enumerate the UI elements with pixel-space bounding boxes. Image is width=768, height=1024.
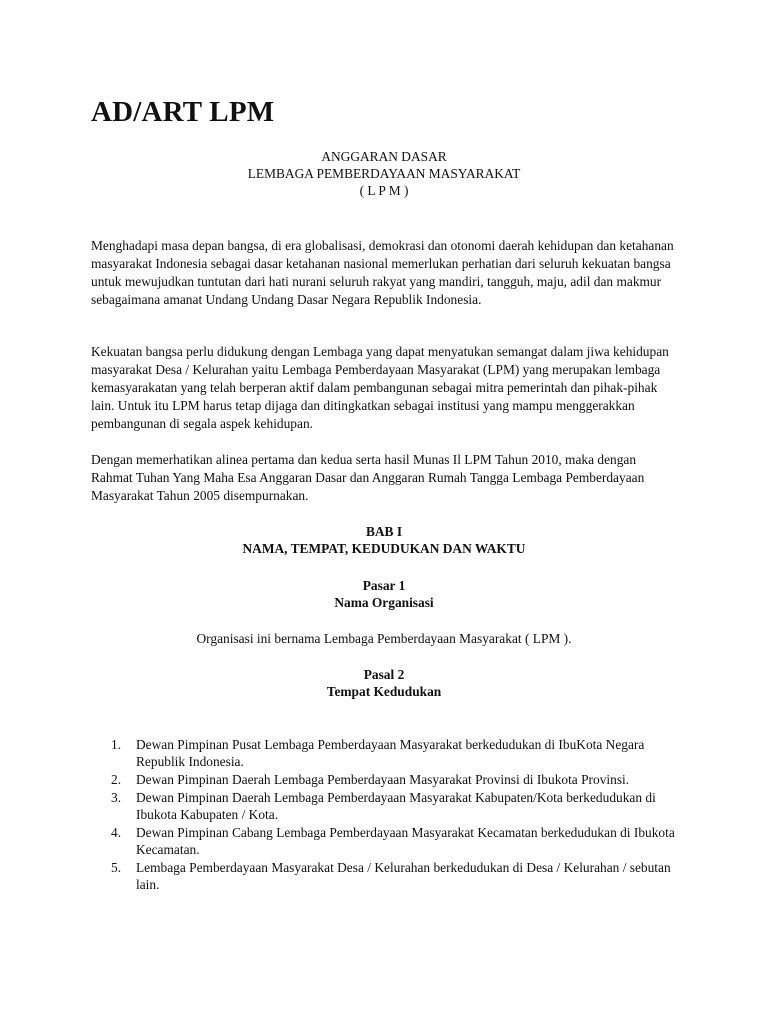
heading-line-2: LEMBAGA PEMBERDAYAAN MASYARAKAT [247, 166, 521, 181]
document-title: AD/ART LPM [91, 96, 275, 128]
list-item-text: Dewan Pimpinan Pusat Lembaga Pemberdayaan Masyarakat berkedudukan di IbuKota Negara Republik Indonesia. [136, 737, 645, 769]
tempat-kedudukan-list [111, 736, 691, 894]
paragraph-3: Dengan memerhatikan alinea pertama dan kedua serta hasil Munas Il LPM Tahun 2010, maka dengan Rahmat Tuhan Yang Maha Esa Anggaran Dasar dan Anggaran Rumah Tangga Lembaga Pemberdayaan Masyarakat Tahun 2005 disempurnakan. [91, 452, 645, 503]
list-item [111, 771, 691, 788]
list-item-text: Lembaga Pemberdayaan Masyarakat Desa / Kelurahan berkedudukan di Desa / Kelurahan / sebutan lain. [136, 860, 671, 892]
paragraph-1: Menghadapi masa depan bangsa, di era globalisasi, demokrasi dan otonomi daerah kehidupan dan ketahanan masyarakat Indonesia sebagai dasar ketahanan nasional memerlukan perhatian dari seluruh kekuatan bangsa untuk mewujudkan tuntutan dari hati nurani seluruh rakyat yang mandiri, tangguh, maju, adil dan makmur sebagaimana amanat Undang Undang Dasar Negara Republik Indonesia. [91, 238, 674, 307]
bab-number: BAB I [365, 524, 403, 539]
list-item-text: Dewan Pimpinan Daerah Lembaga Pemberdayaan Masyarakat Kabupaten/Kota berkedudukan di Ibukota Kabupaten / Kota. [136, 790, 656, 822]
anggaran-dasar-heading [91, 148, 677, 199]
pasal-2-title: Tempat Kedudukan [326, 684, 442, 699]
list-item-number: 2. [111, 772, 122, 787]
list-item-text: Dewan Pimpinan Daerah Lembaga Pemberdayaan Masyarakat Provinsi di Ibukota Provinsi. [136, 772, 630, 787]
list-item [111, 859, 691, 893]
bab-title: NAMA, TEMPAT, KEDUDUKAN DAN WAKTU [242, 541, 526, 556]
list-item [111, 736, 691, 770]
pasal-1-heading [91, 577, 677, 611]
pasal-1-title: Nama Organisasi [334, 595, 434, 610]
pasal-1-text: Organisasi ini bernama Lembaga Pemberdayaan Masyarakat ( LPM ). [196, 631, 572, 646]
list-item [111, 789, 691, 823]
list-item-number: 5. [111, 860, 122, 875]
bab-heading [91, 523, 677, 557]
pasal-2-heading [91, 666, 677, 700]
heading-line-1: ANGGARAN DASAR [321, 149, 447, 164]
pasal-1-number: Pasar 1 [362, 578, 406, 593]
list-item [111, 824, 691, 858]
list-item-number: 3. [111, 790, 122, 805]
list-item-number: 1. [111, 737, 122, 752]
paragraph-2: Kekuatan bangsa perlu didukung dengan Lembaga yang dapat menyatukan semangat dalam jiwa kehidupan masyarakat Desa / Kelurahan yaitu Lembaga Pemberdayaan Masyarakat (LPM) yang merupakan lembaga kemasyarakatan yang telah berperan aktif dalam pembangunan sebagai mitra pemerintah dan pihak-pihak lain. Untuk itu LPM harus tetap dijaga dan ditingkatkan sebagai institusi yang mampu menggerakkan pembangunan di segala aspek kehidupan. [91, 344, 669, 431]
pasal-2-number: Pasal 2 [363, 667, 405, 682]
heading-line-3: ( L P M ) [359, 183, 409, 198]
list-item-text: Dewan Pimpinan Cabang Lembaga Pemberdayaan Masyarakat Kecamatan berkedudukan di Ibukota Kecamatan. [136, 825, 675, 857]
list-item-number: 4. [111, 825, 122, 840]
